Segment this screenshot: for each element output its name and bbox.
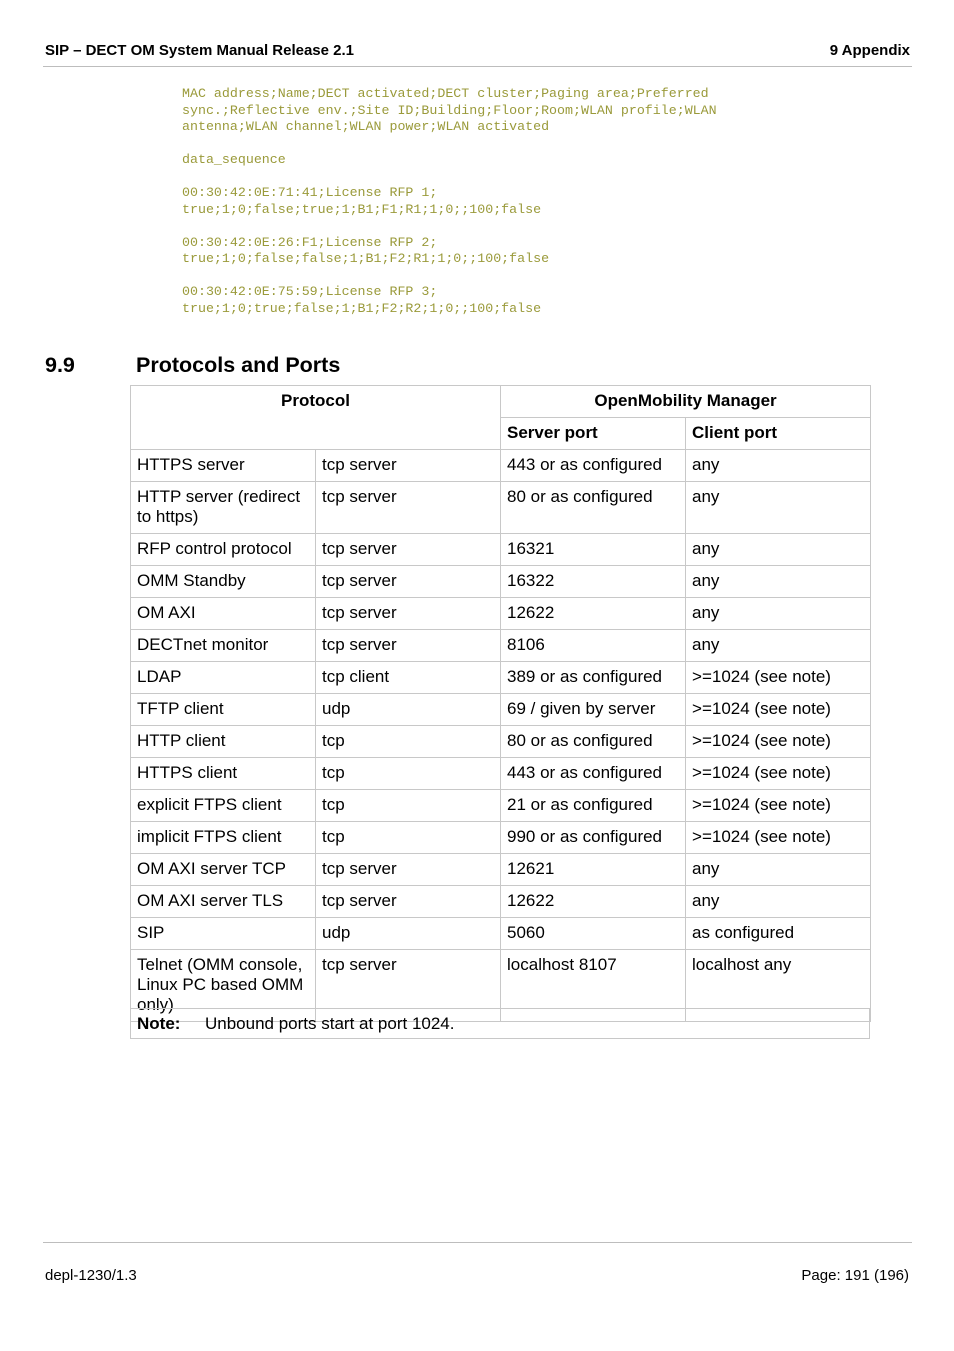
client-port-cell: any — [686, 482, 871, 534]
client-port-cell: any — [686, 598, 871, 630]
code-blank-line — [182, 268, 882, 285]
client-port-cell: as configured — [686, 918, 871, 950]
client-port-cell: >=1024 (see note) — [686, 694, 871, 726]
table-row — [131, 662, 871, 694]
code-line: 00:30:42:0E:75:59;License RFP 3; — [182, 284, 438, 299]
transport-cell: udp — [316, 694, 501, 726]
protocol-name-cell: implicit FTPS client — [131, 822, 316, 854]
transport-cell: tcp server — [316, 886, 501, 918]
code-line: sync.;Reflective env.;Site ID;Building;Floor;Room;WLAN profile;WLAN — [182, 102, 717, 118]
transport-cell: tcp — [316, 758, 501, 790]
code-line: data_sequence — [182, 152, 286, 167]
transport-cell: tcp — [316, 790, 501, 822]
chapter-title: 9 Appendix — [829, 42, 910, 59]
table-row — [131, 482, 871, 534]
code-blank-line — [182, 218, 882, 235]
section-number: 9.9 — [45, 353, 75, 377]
table-row — [131, 726, 871, 758]
protocol-name-cell: OMM Standby — [131, 566, 316, 598]
code-line: 00:30:42:0E:71:41;License RFP 1; — [182, 185, 438, 200]
protocol-name-cell: Telnet (OMM console, Linux PC based OMM only) — [131, 950, 316, 1022]
protocol-name-cell: SIP — [131, 918, 316, 950]
protocol-name-cell: DECTnet monitor — [131, 630, 316, 662]
table-row — [131, 758, 871, 790]
server-port-cell: 12621 — [501, 854, 686, 886]
server-port-cell: 443 or as configured — [501, 758, 686, 790]
transport-cell: tcp server — [316, 854, 501, 886]
protocol-header: Protocol — [131, 386, 501, 450]
server-port-cell: localhost 8107 — [501, 950, 686, 1022]
protocol-name-cell: OM AXI — [131, 598, 316, 630]
page-number: Page: 191 (196) — [801, 1267, 909, 1284]
protocol-name-cell: HTTP server (redirect to https) — [131, 482, 316, 534]
code-line: antenna;WLAN channel;WLAN power;WLAN activated — [182, 119, 550, 134]
table-row — [131, 630, 871, 662]
manual-title: SIP – DECT OM System Manual Release 2.1 — [45, 42, 355, 59]
transport-cell: tcp server — [316, 950, 501, 1022]
protocol-name-cell: TFTP client — [131, 694, 316, 726]
server-port-cell: 990 or as configured — [501, 822, 686, 854]
server-port-cell: 8106 — [501, 630, 686, 662]
server-port-cell: 80 or as configured — [501, 726, 686, 758]
transport-cell: tcp server — [316, 450, 501, 482]
transport-cell: tcp server — [316, 630, 501, 662]
table-row — [131, 598, 871, 630]
table-row — [131, 534, 871, 566]
protocol-name-cell: explicit FTPS client — [131, 790, 316, 822]
protocol-name-cell: HTTPS server — [131, 450, 316, 482]
protocol-name-cell: OM AXI server TCP — [131, 854, 316, 886]
page-header — [45, 42, 910, 59]
code-line: true;1;0;false;true;1;B1;F1;R1;1;0;;100;false — [182, 201, 542, 217]
client-port-cell: >=1024 (see note) — [686, 662, 871, 694]
server-port-cell: 12622 — [501, 598, 686, 630]
protocol-name-cell: OM AXI server TLS — [131, 886, 316, 918]
server-port-cell: 21 or as configured — [501, 790, 686, 822]
client-port-cell: any — [686, 854, 871, 886]
server-port-cell: 16322 — [501, 566, 686, 598]
transport-cell: tcp — [316, 726, 501, 758]
table-row — [131, 450, 871, 482]
client-port-cell: any — [686, 566, 871, 598]
transport-cell: udp — [316, 918, 501, 950]
protocols-ports-table — [130, 385, 871, 1022]
client-port-cell: >=1024 (see note) — [686, 822, 871, 854]
page-footer — [45, 1267, 909, 1284]
transport-cell: tcp client — [316, 662, 501, 694]
protocol-name-cell: LDAP — [131, 662, 316, 694]
document-id: depl-1230/1.3 — [45, 1267, 137, 1284]
code-blank-line — [182, 169, 882, 186]
note-text: Unbound ports start at port 1024. — [205, 1013, 455, 1033]
transport-cell: tcp server — [316, 566, 501, 598]
table-row — [131, 886, 871, 918]
code-example — [182, 86, 882, 317]
table-row — [131, 822, 871, 854]
protocol-name-cell: HTTP client — [131, 726, 316, 758]
protocol-name-cell: HTTPS client — [131, 758, 316, 790]
code-blank-line — [182, 136, 882, 153]
footer-divider — [43, 1242, 912, 1243]
client-port-cell: localhost any — [686, 950, 871, 1022]
note-box — [130, 1008, 870, 1039]
code-line: true;1;0;true;false;1;B1;F2;R2;1;0;;100;false — [182, 300, 542, 316]
section-title: Protocols and Ports — [136, 353, 341, 377]
server-port-cell: 5060 — [501, 918, 686, 950]
server-port-header: Server port — [501, 418, 686, 450]
client-port-cell: any — [686, 534, 871, 566]
protocol-name-cell: RFP control protocol — [131, 534, 316, 566]
server-port-cell: 80 or as configured — [501, 482, 686, 534]
server-port-cell: 389 or as configured — [501, 662, 686, 694]
code-line: true;1;0;false;false;1;B1;F2;R1;1;0;;100;false — [182, 251, 550, 266]
table-row — [131, 918, 871, 950]
server-port-cell: 12622 — [501, 886, 686, 918]
header-divider — [43, 66, 912, 67]
table-row — [131, 566, 871, 598]
omm-header: OpenMobility Manager — [501, 386, 871, 418]
table-row — [131, 790, 871, 822]
transport-cell: tcp server — [316, 534, 501, 566]
client-port-cell: >=1024 (see note) — [686, 758, 871, 790]
client-port-cell: any — [686, 450, 871, 482]
client-port-cell: >=1024 (see note) — [686, 726, 871, 758]
table-row — [131, 854, 871, 886]
code-line: 00:30:42:0E:26:F1;License RFP 2; — [182, 234, 438, 250]
server-port-cell: 69 / given by server — [501, 694, 686, 726]
transport-cell: tcp server — [316, 598, 501, 630]
transport-cell: tcp — [316, 822, 501, 854]
client-port-cell: >=1024 (see note) — [686, 790, 871, 822]
table-row — [131, 694, 871, 726]
note-label: Note: — [137, 1013, 181, 1033]
transport-cell: tcp server — [316, 482, 501, 534]
client-port-header: Client port — [686, 418, 871, 450]
code-line: MAC address;Name;DECT activated;DECT cluster;Paging area;Preferred — [182, 86, 709, 101]
server-port-cell: 16321 — [501, 534, 686, 566]
server-port-cell: 443 or as configured — [501, 450, 686, 482]
client-port-cell: any — [686, 630, 871, 662]
client-port-cell: any — [686, 886, 871, 918]
